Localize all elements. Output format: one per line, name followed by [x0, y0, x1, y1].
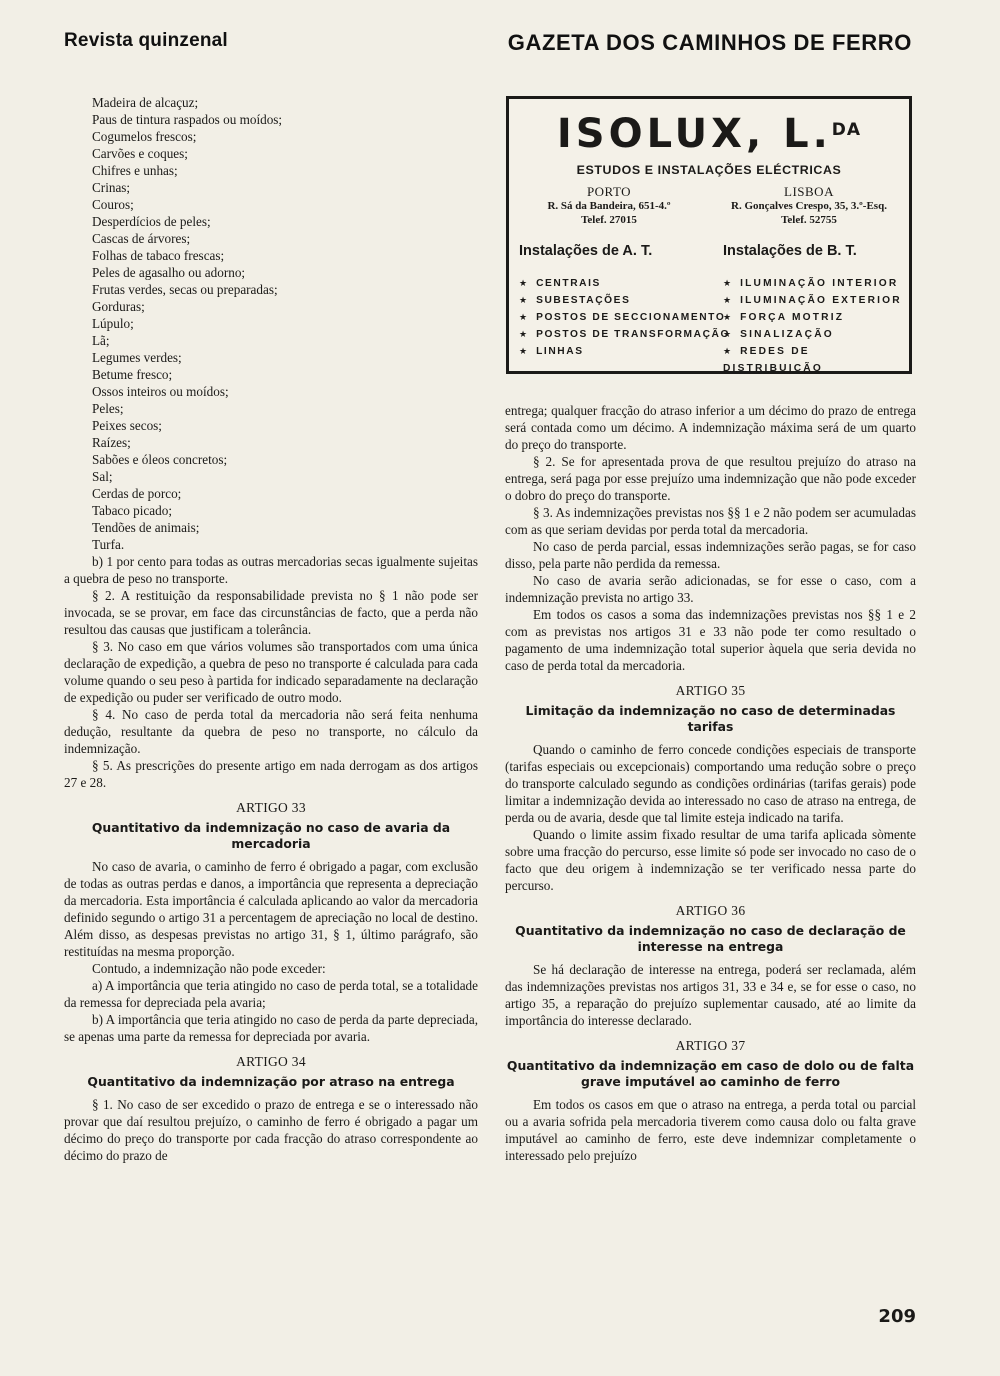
- list-item: Lã;: [92, 333, 110, 348]
- ad-office-porto: [509, 185, 709, 227]
- list-item: Chifres e unhas;: [92, 163, 178, 178]
- article-33-title: ARTIGO 33: [236, 800, 306, 815]
- list-item: Ossos inteiros ou moídos;: [92, 384, 229, 399]
- article-33-paragraph: Contudo, a indemnização não pode exceder:: [92, 961, 326, 976]
- article-36-title: ARTIGO 36: [675, 903, 746, 918]
- list-item: Peles;: [92, 401, 124, 416]
- list-item: Betume fresco;: [92, 367, 173, 382]
- ad-list-item: ★ FORÇA MOTRIZ: [723, 309, 909, 326]
- article-33-heading: Quantitativo da indemnização no caso de avaria da mercadoria: [91, 820, 451, 851]
- ad-list-item: ★ SINALIZAÇÃO: [723, 326, 909, 343]
- paragraph-s3: § 3. As indemnizações previstas nos §§ 1 e 2 não podem ser acumuladas com as que seriam devidas por perda total da mercadoria.: [505, 505, 916, 537]
- article-36-heading: Quantitativo da indemnização no caso de declaração de interesse na entrega: [515, 923, 906, 954]
- ad-list-item: ★ ILUMINAÇÃO INTERIOR: [723, 275, 909, 292]
- ad-list-item: ★ REDES DE DISTRIBUIÇÃO: [723, 343, 909, 377]
- ad-list-item: ★ SUBESTAÇÕES: [519, 292, 730, 309]
- paragraph-damage: No caso de avaria serão adicionadas, se for esse o caso, com a indemnização prevista no artigo 33.: [505, 573, 916, 605]
- goods-list: [64, 94, 478, 553]
- list-item: Cogumelos frescos;: [92, 129, 197, 144]
- paragraph-s5: § 5. As prescrições do presente artigo em nada derrogam as dos artigos 27 e 28.: [64, 758, 478, 790]
- list-item: Sabões e óleos concretos;: [92, 452, 228, 467]
- article-35-paragraph: Quando o caminho de ferro concede condições especiais de transporte (tarifas especiais ou excepcionais) comportando uma redução sobre o preço do transporte calculado segundo as condições ordinárias (tarifas gerais) pode limitar a indemnização devida ao interessado no caso de atraso na entrega, de perda ou de avaria, desde que tal limite esteja indicado na tarifa.: [505, 742, 916, 825]
- list-item: Raízes;: [92, 435, 131, 450]
- paragraph-b: b) 1 por cento para todas as outras mercadorias secas igualmente sujeitas a quebra de peso no transporte.: [64, 554, 478, 586]
- paragraph-s2: § 2. Se for apresentada prova de que resultou prejuízo do atraso na entrega, será paga por esse prejuízo uma indemnização que não pode exceder o dobro do preço do transporte.: [505, 454, 916, 503]
- list-item: Cerdas de porco;: [92, 486, 182, 501]
- ad-city-name: LISBOA: [784, 184, 834, 199]
- list-item: Frutas verdes, secas ou preparadas;: [92, 282, 278, 297]
- article-34-title: ARTIGO 34: [236, 1054, 306, 1069]
- isolux-advertisement: [506, 96, 912, 374]
- article-35-paragraph: Quando o limite assim fixado resultar de uma tarifa aplicada sòmente sobre uma fracção do percurso, esse limite só pode ser invocado no caso de o facto que deu origem à indemnização se ter verificado nessa parte do percurso.: [505, 827, 916, 893]
- ad-address: R. Sá da Bandeira, 651-4.º: [547, 200, 671, 212]
- paragraph-continued: entrega; qualquer fracção do atraso inferior a um décimo do prazo de entrega será contada como um décimo. A indemnização máxima será de um quarto do preço do transporte.: [505, 403, 916, 452]
- paragraph-s3: § 3. No caso em que vários volumes são transportados com uma única declaração de expedição, a quebra de peso no transporte é calculada para cada volume quando o seu peso à partida for indicado separadamente na declaração de expedição ou puder ser verificado de outro modo.: [64, 639, 478, 705]
- running-header-right: GAZETA DOS CAMINHOS DE FERRO: [507, 30, 912, 55]
- ad-section-at: Instalações de A. T.: [519, 243, 653, 259]
- list-item: Turfa.: [92, 537, 125, 552]
- ad-list-item: ★ POSTOS DE TRANSFORMAÇÃO: [519, 326, 730, 343]
- list-item: Crinas;: [92, 180, 131, 195]
- ad-list-item: ★ CENTRAIS: [519, 275, 730, 292]
- article-37-heading: Quantitativo da indemnização em caso de dolo ou de falta grave imputável ao caminho de ferro: [506, 1058, 915, 1089]
- ad-address: R. Gonçalves Crespo, 35, 3.º-Esq.: [731, 200, 887, 212]
- article-37-title: ARTIGO 37: [675, 1038, 746, 1053]
- ad-company-name: [509, 113, 909, 155]
- list-item: Couros;: [92, 197, 134, 212]
- ad-list-item: ★ POSTOS DE SECCIONAMENTO: [519, 309, 730, 326]
- ad-company-name-text: ISOLUX, L.: [556, 111, 832, 157]
- article-37-paragraph: Em todos os casos em que o atraso na entrega, a perda total ou parcial ou a avaria sofrida pela mercadoria tiverem como causa dolo ou falta grave imputável ao caminho de ferro, este deve indemnizar completamente o interessado pelo prejuízo: [505, 1097, 916, 1163]
- paragraph-s4: § 4. No caso de perda total da mercadoria não será feita nenhuma dedução, resultante da quebra de peso no transporte, no cálculo da indemnização.: [64, 707, 478, 756]
- paragraph-all-cases: Em todos os casos a soma das indemnizações previstas nos §§ 1 e 2 com as previstas nos artigos 31 e 33 não pode ter como resultado o pagamento de uma indemnização total superior àquela que seria devida no caso de perda total da mercadoria.: [505, 607, 916, 673]
- right-column: [505, 402, 916, 1164]
- article-33-paragraph: b) A importância que teria atingido no caso de perda da parte depreciada, se apenas uma parte da remessa for depreciada por avaria.: [64, 1012, 478, 1044]
- list-item: Madeira de alcaçuz;: [92, 95, 199, 110]
- ad-company-suffix: DA: [831, 120, 862, 140]
- ad-phone: Telef. 52755: [781, 214, 837, 226]
- ad-tagline: ESTUDOS E INSTALAÇÕES ELÉCTRICAS: [576, 163, 842, 177]
- list-item: Peles de agasalho ou adorno;: [92, 265, 246, 280]
- article-34-heading: Quantitativo da indemnização por atraso na entrega: [87, 1074, 455, 1089]
- list-item: Tabaco picado;: [92, 503, 172, 518]
- paragraph-partial-loss: No caso de perda parcial, essas indemnizações serão pagas, se for caso disso, pela parte não perdida da remessa.: [505, 539, 916, 571]
- list-item: Gorduras;: [92, 299, 145, 314]
- article-35-heading: Limitação da indemnização no caso de determinadas tarifas: [525, 703, 896, 734]
- article-33-paragraph: a) A importância que teria atingido no caso de perda total, se a totalidade da remessa for depreciada pela avaria;: [64, 978, 478, 1010]
- ad-bt-list: [723, 275, 909, 377]
- list-item: Folhas de tabaco frescas;: [92, 248, 225, 263]
- paragraph-s2: § 2. A restituição da responsabilidade prevista no § 1 não pode ser invocada, se se provar, em face das circunstâncias de facto, que a perda não resultou das causas que justificam a tolerância.: [64, 588, 478, 637]
- article-35-title: ARTIGO 35: [675, 683, 746, 698]
- list-item: Cascas de árvores;: [92, 231, 191, 246]
- ad-at-list: [519, 275, 730, 360]
- ad-office-lisboa: [709, 185, 909, 227]
- list-item: Lúpulo;: [92, 316, 134, 331]
- ad-list-item: ★ LINHAS: [519, 343, 730, 360]
- ad-city-name: PORTO: [586, 184, 632, 199]
- ad-list-item: ★ ILUMINAÇÃO EXTERIOR: [723, 292, 909, 309]
- article-34-paragraph: § 1. No caso de ser excedido o prazo de entrega e se o interessado não provar que daí resultou prejuízo, o caminho de ferro é obrigado a pagar um décimo do preço do transporte por cada fracção do atraso correspondente ao décimo do prazo de: [64, 1097, 478, 1163]
- list-item: Paus de tintura raspados ou moídos;: [92, 112, 283, 127]
- list-item: Sal;: [92, 469, 113, 484]
- list-item: Desperdícios de peles;: [92, 214, 211, 229]
- running-header-left: Revista quinzenal: [64, 30, 228, 51]
- page-number: 209: [878, 1306, 916, 1327]
- ad-phone: Telef. 27015: [581, 214, 637, 226]
- article-33-paragraph: No caso de avaria, o caminho de ferro é obrigado a pagar, com exclusão de todas as outras perdas e danos, a importância que representa a depreciação da mercadoria. Esta importância é calculada aplicando ao valor da mercadoria definido segundo o artigo 31 a percentagem de apreciação no local de destino. Além disso, as despesas previstas no artigo 31, § 1, último parágrafo, são restituídas na mesma proporção.: [64, 859, 478, 959]
- left-column: [64, 94, 478, 1164]
- ad-section-bt: Instalações de B. T.: [723, 243, 857, 259]
- list-item: Peixes secos;: [92, 418, 162, 433]
- list-item: Legumes verdes;: [92, 350, 182, 365]
- list-item: Carvões e coques;: [92, 146, 188, 161]
- list-item: Tendões de animais;: [92, 520, 200, 535]
- article-36-paragraph: Se há declaração de interesse na entrega, poderá ser reclamada, além das indemnizações previstas nos artigos 31, 33 e 34 e, se for esse o caso, no artigo 35, a reparação do prejuízo suplementar causado, até ao limite da importância do interesse declarado.: [505, 962, 916, 1028]
